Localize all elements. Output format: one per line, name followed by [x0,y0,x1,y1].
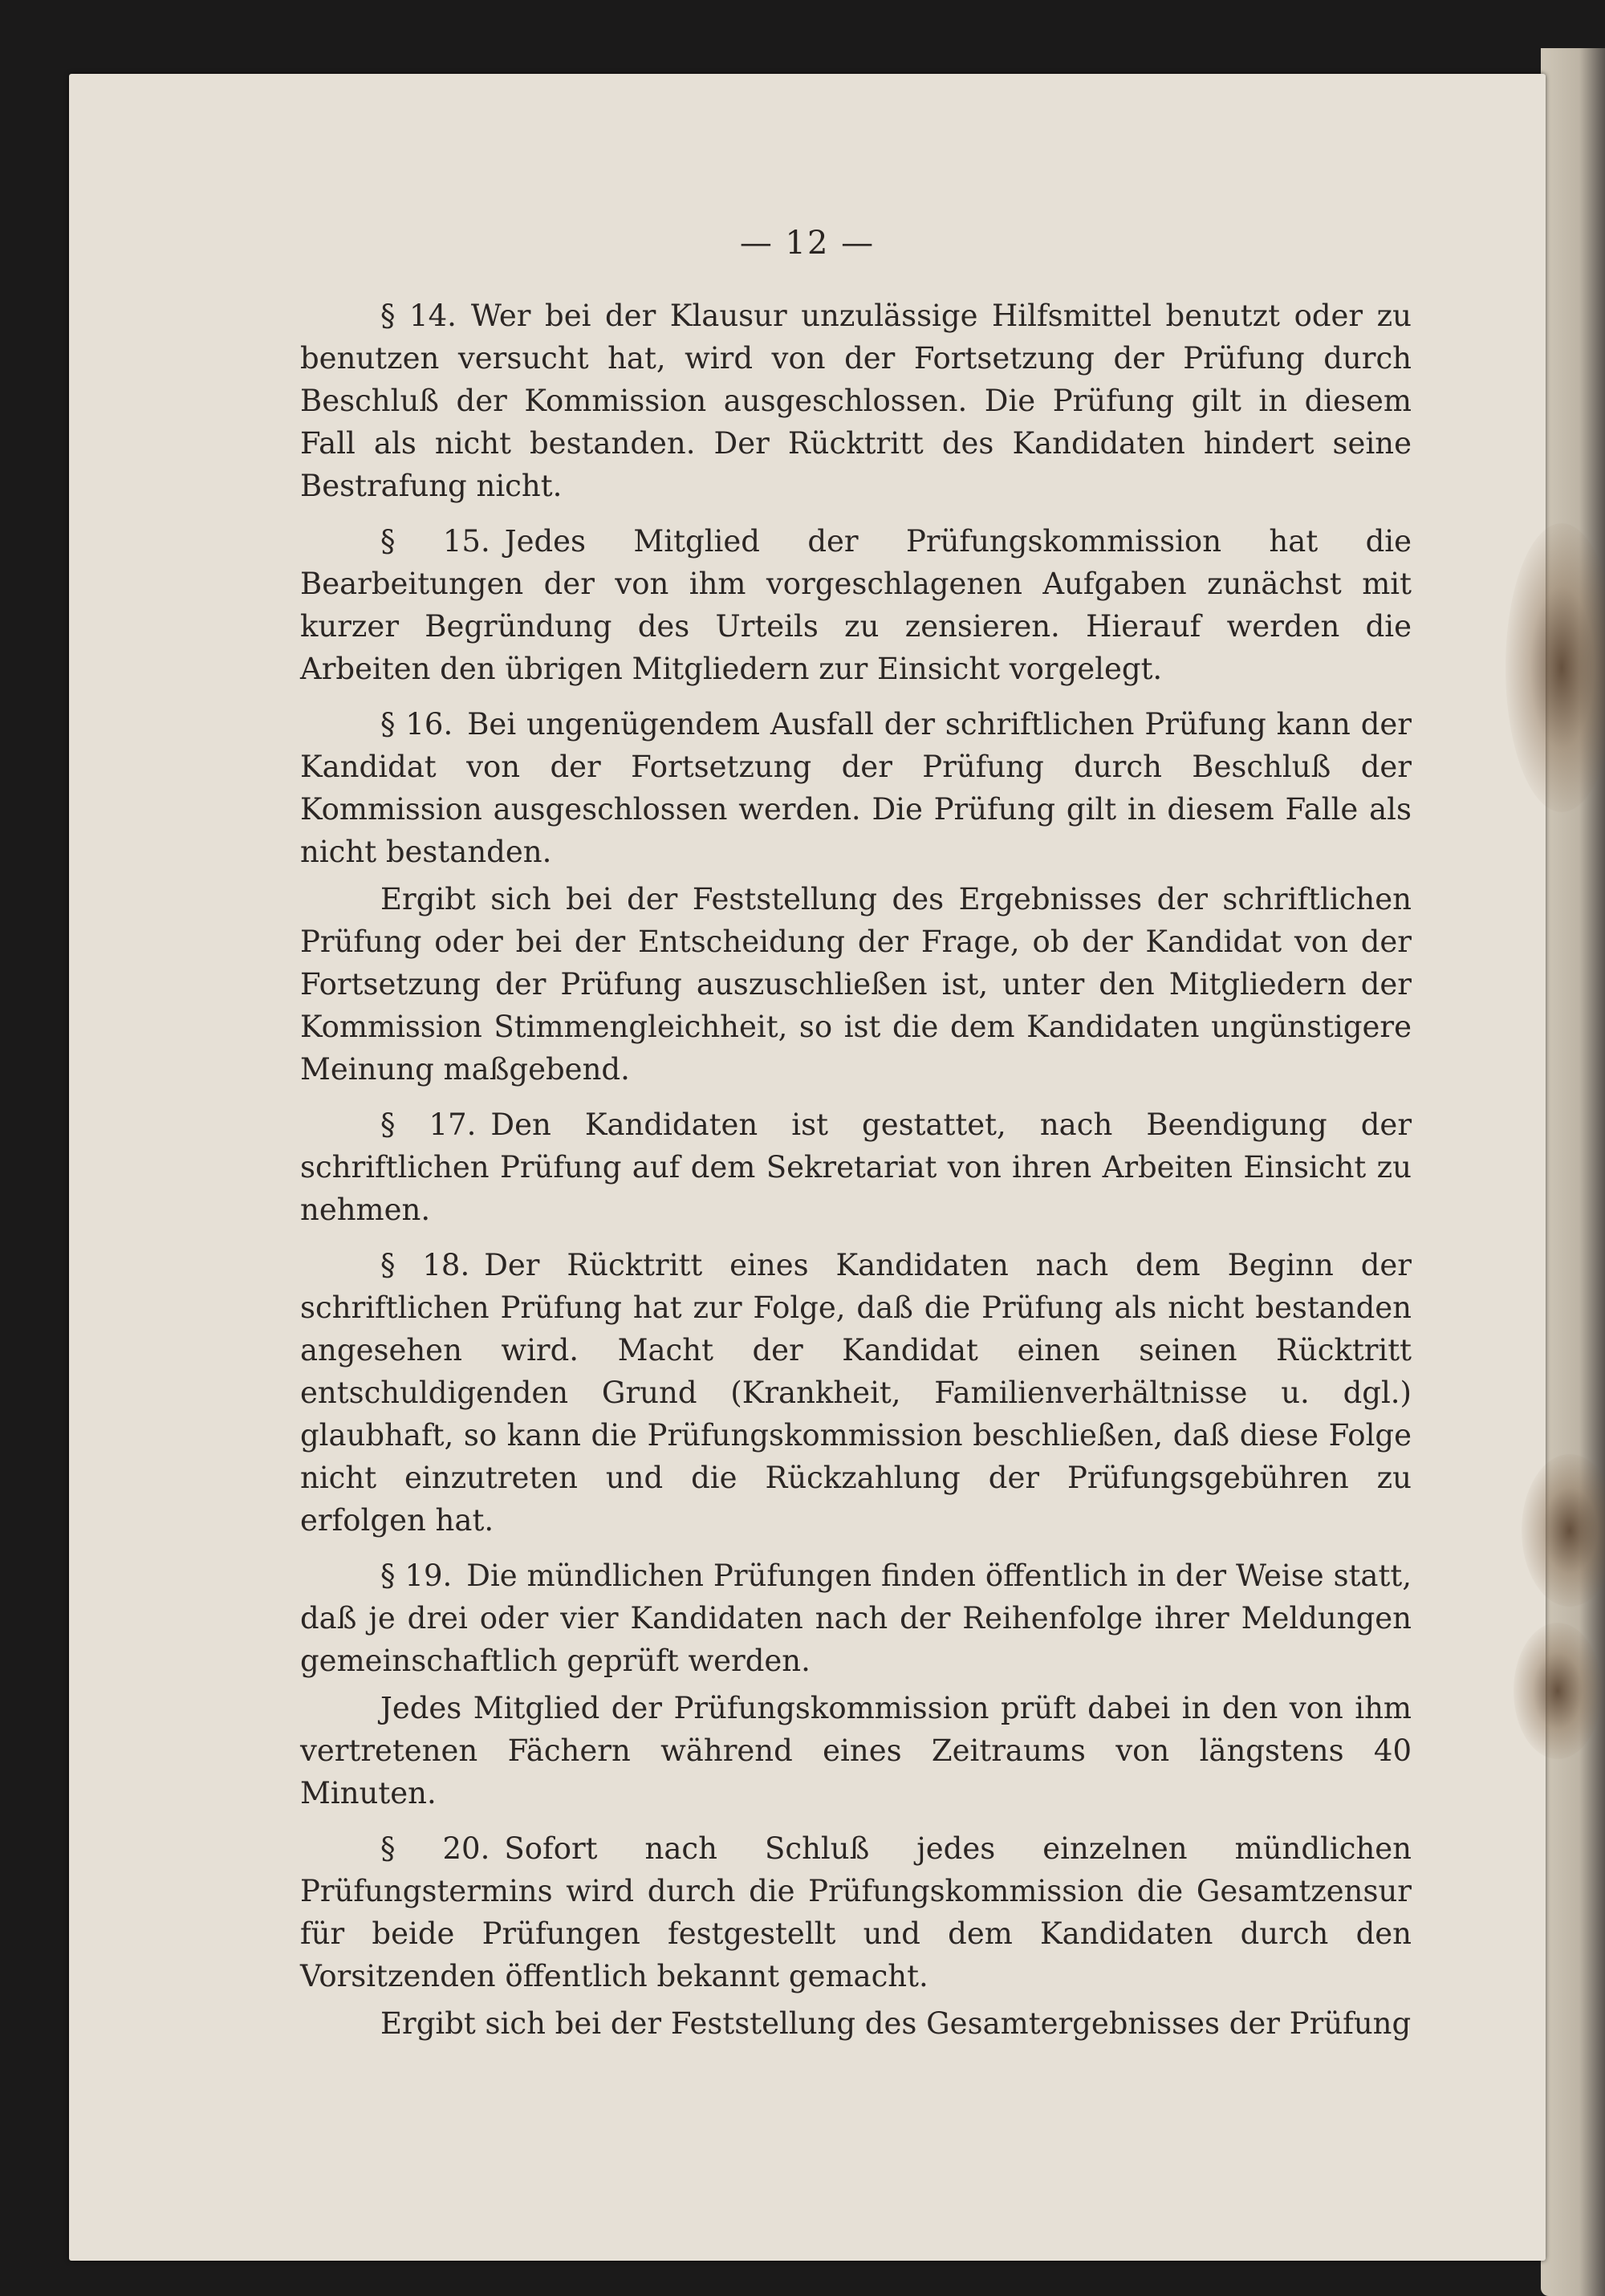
document-page [69,74,1546,2261]
paragraph-16 [300,703,1412,873]
paragraph-text: Der Rücktritt eines Kandidaten nach dem Beginn der schriftlichen Prüfung hat zur Folge, daß die Prüfung als nicht bestanden angesehen wird. Macht der Kandidat einen seinen Rücktritt entschuldigenden Grund (Krankheit, Familienverhältnisse u. dgl.) glaubhaft, so kann die Prüfungskommission beschließen, daß diese Folge nicht einzutreten und die Rückzahlung der Prüfungsgebühren zu erfolgen hat. [300,1248,1412,1538]
paragraph-16-continued [300,878,1412,1091]
paragraph-text: Jedes Mitglied der Prüfungskommission prüft dabei in den von ihm vertretenen Fächern während eines Zeitraums von längstens 40 Minuten. [300,1691,1412,1810]
paragraph-17 [300,1103,1412,1231]
section-number: § 20. [380,1831,490,1866]
body-text [300,295,1412,2058]
paragraph-19-continued [300,1687,1412,1814]
section-number: § 15. [380,524,490,559]
paragraph-text: Ergibt sich bei der Feststellung des Gesamtergebnisses der Prüfung [380,2006,1412,2041]
paragraph-20 [300,1827,1412,1997]
adjacent-page-edge [1541,48,1605,2296]
page-number: — 12 — [739,225,876,262]
paragraph-14 [300,295,1412,507]
paragraph-text: Wer bei der Klausur unzulässige Hilfsmittel benutzt oder zu benutzen versucht hat, wird von der Fortsetzung der Prüfung durch Beschluß der Kommission ausgeschlossen. Die Prüfung gilt in diesem Fall als nicht bestanden. Der Rücktritt des Kandidaten hindert seine Bestrafung nicht. [300,299,1412,503]
paragraph-text: Jedes Mitglied der Prüfungskommission hat die Bearbeitungen der von ihm vorgeschlagenen Aufgaben zunächst mit kurzer Begründung des Urteils zu zensieren. Hierauf werden die Arbeiten den übrigen Mitgliedern zur Einsicht vorgelegt. [300,524,1412,686]
section-number: § 16. [380,707,453,742]
paragraph-text: Den Kandidaten ist gestattet, nach Beendigung der schriftlichen Prüfung auf dem Sekretariat von ihren Arbeiten Einsicht zu nehmen. [300,1107,1412,1227]
section-number: § 18. [380,1248,470,1282]
paragraph-18 [300,1244,1412,1542]
paragraph-text: Sofort nach Schluß jedes einzelnen mündlichen Prüfungstermins wird durch die Prüfungskommission die Gesamtzensur für beide Prüfungen festgestellt und dem Kandidaten durch den Vorsitzenden öffentlich bekannt gemacht. [300,1831,1412,1993]
paragraph-15 [300,520,1412,690]
paragraph-text: Die mündlichen Prüfungen finden öffentlich in der Weise statt, daß je drei oder vier Kandidaten nach der Reihenfolge ihrer Meldungen gemeinschaftlich geprüft werden. [300,1558,1412,1678]
paragraph-19 [300,1554,1412,1682]
section-number: § 19. [380,1558,453,1593]
paragraph-20-continued [300,2002,1412,2045]
paragraph-text: Bei ungenügendem Ausfall der schriftlichen Prüfung kann der Kandidat von der Fortsetzung der Prüfung durch Beschluß der Kommission ausgeschlossen werden. Die Prüfung gilt in diesem Falle als nicht bestanden. [300,707,1412,869]
section-number: § 17. [380,1107,477,1142]
paragraph-text: Ergibt sich bei der Feststellung des Ergebnisses der schriftlichen Prüfung oder bei der Entscheidung der Frage, ob der Kandidat von der Fortsetzung der Prüfung auszuschließen ist, unter den Mitgliedern der Kommission Stimmengleichheit, so ist die dem Kandidaten ungünstigere Meinung maßgebend. [300,882,1412,1087]
section-number: § 14. [380,299,457,333]
